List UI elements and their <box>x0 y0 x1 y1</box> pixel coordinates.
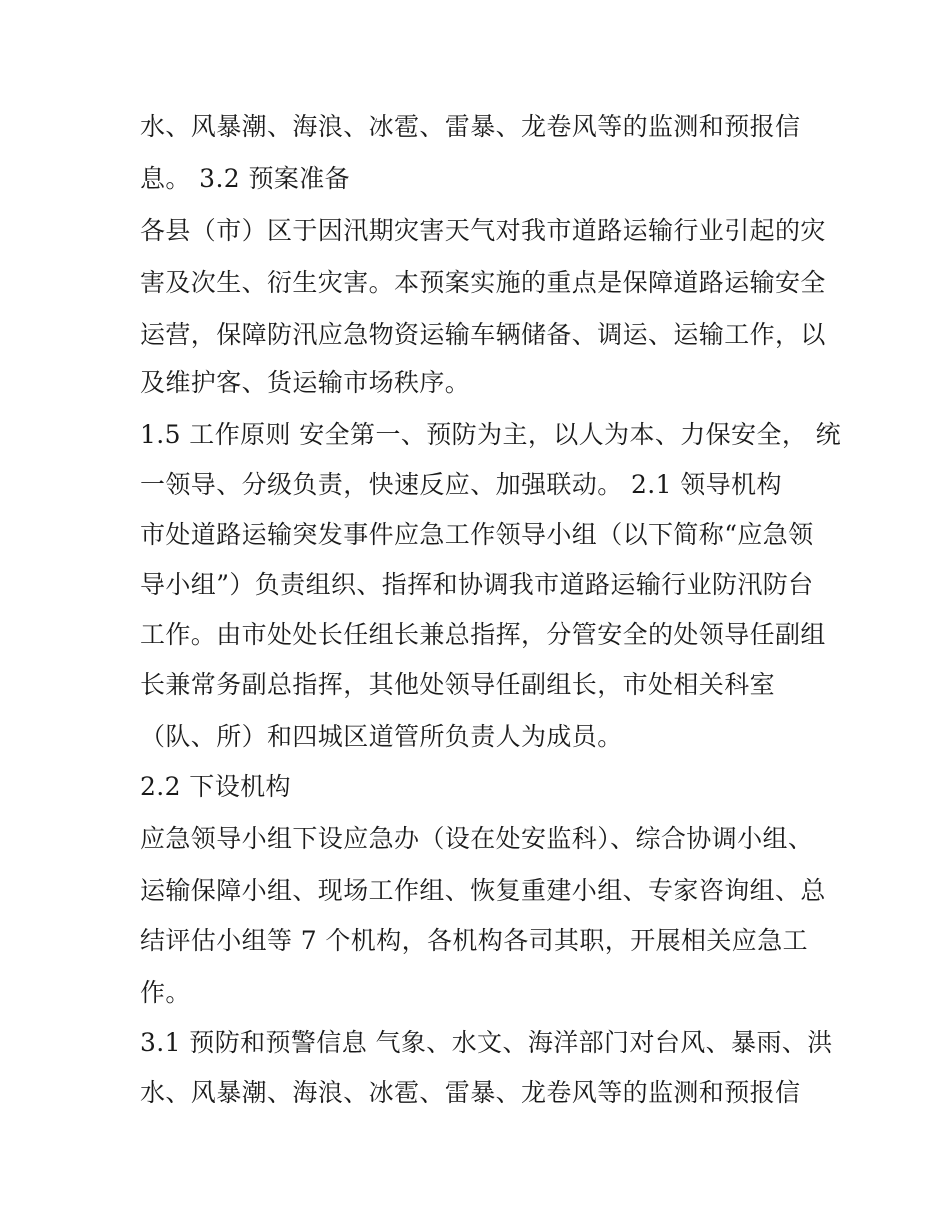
text-line: 及维护客、货运输市场秩序。 <box>140 368 471 397</box>
text-line: 导小组”）负责组织、指挥和协调我市道路运输行业防汛防台 <box>140 570 814 599</box>
text-line: 运输保障小组、现场工作组、恢复重建小组、专家咨询组、总 <box>140 876 826 905</box>
text-line: 水、风暴潮、海浪、冰雹、雷暴、龙卷风等的监测和预报信 <box>140 1078 801 1107</box>
text-line: 水、风暴潮、海浪、冰雹、雷暴、龙卷风等的监测和预报信 <box>140 112 801 141</box>
text-line: 作。 <box>140 978 191 1007</box>
text-line: 一领导、分级负责，快速反应、加强联动。 2.1 领导机构 <box>140 470 782 499</box>
text-line: 害及次生、衍生灾害。本预案实施的重点是保障道路运输安全 <box>140 268 826 297</box>
section-heading: 2.2 下设机构 <box>140 772 291 801</box>
text-line: 息。 3.2 预案准备 <box>140 164 351 193</box>
text-line: （队、所）和四城区道管所负责人为成员。 <box>140 722 623 751</box>
text-line: 1.5 工作原则 安全第一、预防为主，以人为本、力保安全， 统 <box>140 420 842 449</box>
text-line: 各县（市）区于因汛期灾害天气对我市道路运输行业引起的灾 <box>140 216 826 245</box>
text-line: 市处道路运输突发事件应急工作领导小组（以下简称“应急领 <box>140 520 814 549</box>
text-line: 工作。由市处处长任组长兼总指挥，分管安全的处领导任副组 <box>140 620 826 649</box>
text-line: 长兼常务副总指挥，其他处领导任副组长，市处相关科室 <box>140 670 776 699</box>
text-line: 结评估小组等 7 个机构，各机构各司其职，开展相关应急工 <box>140 926 809 955</box>
text-line: 运营，保障防汛应急物资运输车辆储备、调运、运输工作，以 <box>140 320 826 349</box>
text-line: 3.1 预防和预警信息 气象、水文、海洋部门对台风、暴雨、洪 <box>140 1028 833 1057</box>
text-line: 应急领导小组下设应急办（设在处安监科）、综合协调小组、 <box>140 824 814 853</box>
